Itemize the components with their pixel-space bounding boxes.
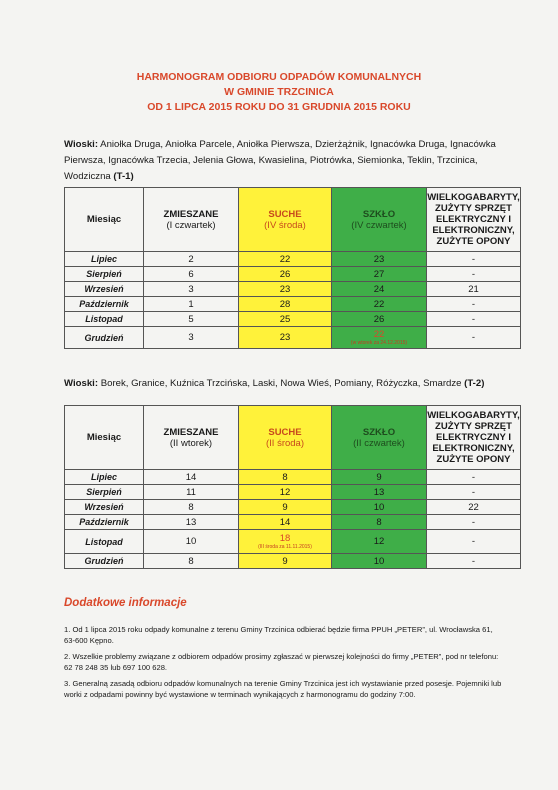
glass-cell: 23	[332, 252, 427, 267]
info-paragraph-3: 3. Generalną zasadą odbioru odpadów komunalnych na terenie Gminy Trzcinica jest ich wystawianie przed posesje. Pojemniki lub worki z odpadami powinny być wystawione w terminach wynikających z harmonogramu do godziny 7:00.	[64, 679, 502, 699]
table-row	[65, 500, 521, 515]
dry-cell: 23	[239, 327, 332, 349]
bulky-cell: -	[427, 312, 521, 327]
header-mixed	[144, 406, 239, 470]
glass-cell: 12	[332, 530, 427, 554]
route-code: (T-1)	[113, 171, 134, 182]
header-mixed-label: ZMIESZANE	[163, 426, 219, 438]
month-cell: Listopad	[65, 312, 144, 327]
header-dry-day: (II środa)	[265, 437, 304, 449]
month-cell: Grudzień	[65, 554, 144, 569]
glass-cell: 22	[332, 297, 427, 312]
table-row	[65, 297, 521, 312]
mixed-cell: 3	[144, 327, 239, 349]
month-cell: Sierpień	[65, 267, 144, 282]
info-paragraph-1: 1. Od 1 lipca 2015 roku odpady komunalne z terenu Gminy Trzcinica odbierać będzie firma PPUH „PETER”, ul. Wrocławska 61, 63-600 Kępno.	[64, 625, 493, 645]
dry-cell: 14	[239, 515, 332, 530]
bulky-cell: -	[427, 327, 521, 349]
header-dry-label: SUCHE	[268, 208, 302, 220]
header-glass	[332, 188, 427, 252]
month-cell: Lipiec	[65, 470, 144, 485]
month-cell: Sierpień	[65, 485, 144, 500]
villages-list: Borek, Granice, Kuźnica Trzcińska, Laski, Nowa Wieś, Pomiany, Różyczka, Smardze	[100, 378, 462, 389]
header-bulky: WIELKOGABARYTY, ZUŻYTY SPRZĘT ELEKTRYCZNY I ELEKTRONICZNY, ZUŻYTE OPONY	[427, 406, 521, 470]
bulky-cell: -	[427, 252, 521, 267]
title-line-1: HARMONOGRAM ODBIORU ODPADÓW KOMUNALNYCH	[136, 71, 422, 83]
header-glass-label: SZKŁO	[362, 426, 396, 438]
header-glass-day: (II czwartek)	[353, 437, 405, 449]
table-header-row	[65, 406, 521, 470]
header-dry	[239, 188, 332, 252]
mixed-cell: 5	[144, 312, 239, 327]
villages-t1	[64, 137, 504, 185]
month-cell: Październik	[65, 297, 144, 312]
mixed-cell: 10	[144, 530, 239, 554]
month-cell: Grudzień	[65, 327, 144, 349]
mixed-cell: 1	[144, 297, 239, 312]
month-cell: Listopad	[65, 530, 144, 554]
table-row	[65, 530, 521, 554]
table-row	[65, 327, 521, 349]
dry-cell: 28	[239, 297, 332, 312]
schedule-table-t2	[64, 405, 521, 569]
title-line-2: W GMINIE TRZCINICA	[224, 86, 334, 98]
mixed-cell: 6	[144, 267, 239, 282]
header-mixed	[144, 188, 239, 252]
glass-value: 22	[373, 329, 385, 340]
villages-label: Wioski:	[64, 378, 99, 389]
villages-t2	[64, 376, 504, 392]
month-cell: Wrzesień	[65, 282, 144, 297]
document-title	[0, 70, 558, 115]
bulky-cell: -	[427, 267, 521, 282]
dry-cell	[239, 530, 332, 554]
bulky-cell: -	[427, 297, 521, 312]
table-row	[65, 312, 521, 327]
title-line-3: OD 1 LIPCA 2015 ROKU DO 31 GRUDNIA 2015 ROKU	[147, 101, 411, 113]
header-glass	[332, 406, 427, 470]
route-code: (T-2)	[464, 378, 485, 389]
bulky-cell: 21	[427, 282, 521, 297]
mixed-cell: 3	[144, 282, 239, 297]
glass-cell: 10	[332, 500, 427, 515]
table-row	[65, 267, 521, 282]
glass-cell: 13	[332, 485, 427, 500]
table-row	[65, 515, 521, 530]
month-cell: Październik	[65, 515, 144, 530]
glass-cell: 24	[332, 282, 427, 297]
glass-cell: 9	[332, 470, 427, 485]
villages-list: Aniołka Druga, Aniołka Parcele, Aniołka Pierwsza, Dzierżążnik, Ignacówka Druga, Ignacówka Pierwsza, Ignacówka Trzecia, Jelenia Głowa, Kwasielina, Piotrówka, Siemionka, Teklin, Trzcinica, Wodziczna	[64, 139, 496, 182]
mixed-cell: 8	[144, 554, 239, 569]
glass-cell	[332, 327, 427, 349]
glass-date-note: (w wtorek za 24.12.2015)	[350, 340, 408, 346]
header-glass-day: (IV czwartek)	[351, 219, 407, 231]
header-glass-label: SZKŁO	[362, 208, 396, 220]
schedule-table-t1	[64, 187, 521, 349]
mixed-cell: 8	[144, 500, 239, 515]
dry-cell: 25	[239, 312, 332, 327]
dry-cell: 26	[239, 267, 332, 282]
header-dry-day: (IV środa)	[264, 219, 306, 231]
header-dry	[239, 406, 332, 470]
header-bulky: WIELKOGABARYTY, ZUŻYTY SPRZĘT ELEKTRYCZNY I ELEKTRONICZNY, ZUŻYTE OPONY	[427, 188, 521, 252]
bulky-cell: -	[427, 554, 521, 569]
dry-cell: 9	[239, 554, 332, 569]
bulky-cell: -	[427, 485, 521, 500]
table-row	[65, 554, 521, 569]
table-row	[65, 252, 521, 267]
header-dry-label: SUCHE	[268, 426, 302, 438]
dry-value: 18	[279, 533, 291, 544]
glass-cell: 10	[332, 554, 427, 569]
bulky-cell: -	[427, 515, 521, 530]
month-cell: Wrzesień	[65, 500, 144, 515]
glass-cell: 27	[332, 267, 427, 282]
header-month: Miesiąc	[65, 188, 144, 252]
header-mixed-day: (II wtorek)	[169, 437, 213, 449]
header-mixed-day: (I czwartek)	[166, 219, 216, 231]
dry-cell: 12	[239, 485, 332, 500]
header-mixed-label: ZMIESZANE	[163, 208, 219, 220]
dry-date-note: (III środa za 11.11.2015)	[258, 544, 312, 550]
glass-cell: 26	[332, 312, 427, 327]
dry-cell: 22	[239, 252, 332, 267]
month-cell: Lipiec	[65, 252, 144, 267]
table-row	[65, 282, 521, 297]
table-header-row	[65, 188, 521, 252]
table-row	[65, 470, 521, 485]
dry-cell: 23	[239, 282, 332, 297]
mixed-cell: 11	[144, 485, 239, 500]
bulky-cell: -	[427, 530, 521, 554]
villages-label: Wioski:	[64, 139, 99, 150]
info-paragraph-2: 2. Wszelkie problemy związane z odbiorem odpadów prosimy zgłaszać w pierwszej kolejności do firmy „PETER”, pod nr telefonu: 62 78 248 35 lub 697 100 628.	[64, 652, 499, 672]
dry-cell: 9	[239, 500, 332, 515]
header-month: Miesiąc	[65, 406, 144, 470]
bulky-cell: -	[427, 470, 521, 485]
table-row	[65, 485, 521, 500]
mixed-cell: 13	[144, 515, 239, 530]
dry-cell: 8	[239, 470, 332, 485]
additional-info-heading: Dodatkowe informacje	[64, 597, 187, 609]
mixed-cell: 2	[144, 252, 239, 267]
glass-cell: 8	[332, 515, 427, 530]
bulky-cell: 22	[427, 500, 521, 515]
mixed-cell: 14	[144, 470, 239, 485]
